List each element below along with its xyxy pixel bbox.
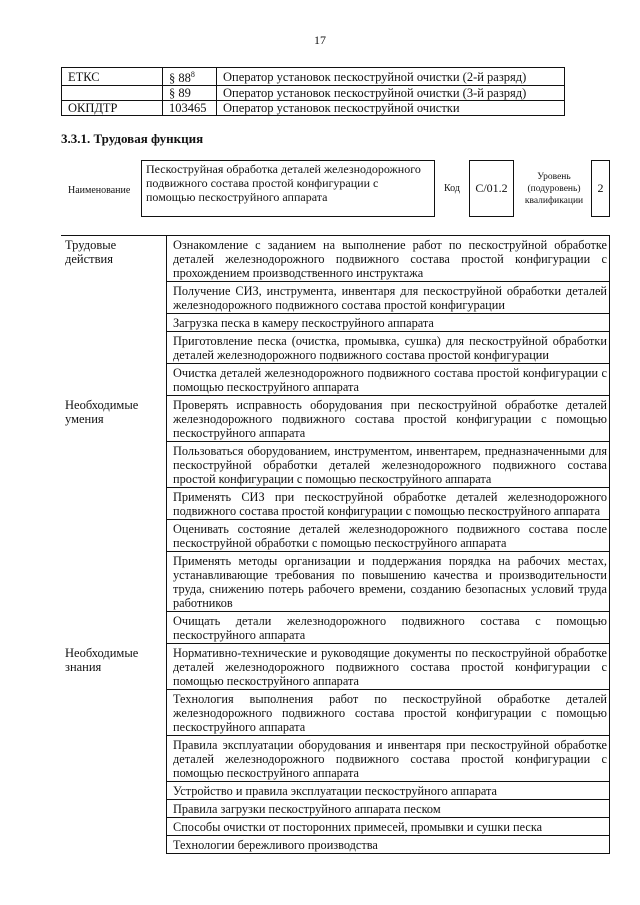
function-name-label: Наименование <box>68 185 131 196</box>
list-item: Приготовление песка (очистка, промывка, сушка) для пескоструйной обработки деталей железнодорожного подвижного состава простой конфигурации <box>167 332 610 364</box>
group-items <box>166 644 610 854</box>
etks-code: ЕТКС <box>62 68 163 86</box>
list-item: Пользоваться оборудованием, инструментом, инвентарем, предназначенными для пескоструйной обработки деталей железнодорожного подвижного состава простой конфигурации с помощью пескоструйного аппарата <box>167 442 610 488</box>
etks-code: ОКПДТР <box>62 101 163 116</box>
group-labor-actions <box>61 236 610 396</box>
list-item: Загрузка песка в камеру пескоструйного аппарата <box>167 314 610 332</box>
list-item: Очистка деталей железнодорожного подвижного состава простой конфигурации с помощью пескоструйного аппарата <box>167 364 610 396</box>
qualification-level-value: 2 <box>591 160 610 217</box>
list-item: Применять методы организации и поддержания порядка на рабочих местах, устанавливающие требования по повышению качества и производительности труда, снижению потерь рабочего времени, созданию безопасных условий труда работников <box>167 552 610 612</box>
function-code-value: С/01.2 <box>469 160 514 217</box>
etks-title: Оператор установок пескоструйной очистки <box>217 101 565 116</box>
group-required-knowledge <box>61 644 610 854</box>
group-label: Необходимые умения <box>65 398 139 426</box>
list-item: Очищать детали железнодорожного подвижного состава с помощью пескоструйного аппарата <box>167 612 610 644</box>
etks-ref: 103465 <box>163 101 217 116</box>
list-item: Технология выполнения работ по пескоструйной обработке деталей железнодорожного подвижного состава простой конфигурации с помощью пескоструйного аппарата <box>167 690 610 736</box>
group-required-skills <box>61 396 610 644</box>
etks-ref-sup: 8 <box>190 70 195 79</box>
group-items <box>166 396 610 644</box>
list-item: Применять СИЗ при пескоструйной обработке деталей железнодорожного подвижного состава простой конфигурации с помощью пескоструйного аппарата <box>167 488 610 520</box>
etks-table <box>61 67 565 116</box>
list-item: Ознакомление с заданием на выполнение работ по пескоструйной обработке деталей железнодорожного подвижного состава простой конфигурации с прохождением производственного инструктажа <box>167 236 610 282</box>
group-label: Трудовые действия <box>65 238 117 266</box>
list-item: Технологии бережливого производства <box>167 836 610 854</box>
list-item: Способы очистки от посторонних примесей, промывки и сушки песка <box>167 818 610 836</box>
list-item: Правила эксплуатации оборудования и инвентаря при пескоструйной обработке деталей железнодорожного подвижного состава простой конфигурации с помощью пескоструйного аппарата <box>167 736 610 782</box>
etks-ref-text: § 88 <box>169 71 191 86</box>
group-items <box>166 236 610 396</box>
list-item: Получение СИЗ, инструмента, инвентаря для пескоструйной обработки деталей железнодорожного подвижного состава простой конфигурации <box>167 282 610 314</box>
list-item: Проверять исправность оборудования при пескоструйной обработке деталей железнодорожного подвижного состава простой конфигурации с помощью пескоструйного аппарата <box>167 396 610 442</box>
etks-ref <box>163 68 217 86</box>
etks-ref: § 89 <box>163 86 217 101</box>
list-item: Оценивать состояние деталей железнодорожного подвижного состава после пескоструйной обработки с помощью пескоструйного аппарата <box>167 520 610 552</box>
page-number: 17 <box>314 33 326 47</box>
section-title: 3.3.1. Трудовая функция <box>61 131 204 146</box>
function-details-table <box>61 235 610 854</box>
etks-code <box>62 86 163 101</box>
list-item: Устройство и правила эксплуатации пескоструйного аппарата <box>167 782 610 800</box>
table-row <box>62 68 565 86</box>
table-row <box>62 101 565 116</box>
list-item: Правила загрузки пескоструйного аппарата песком <box>167 800 610 818</box>
etks-title: Оператор установок пескоструйной очистки (2-й разряд) <box>217 68 565 86</box>
function-code-label: Код <box>444 183 460 194</box>
list-item: Нормативно-технические и руководящие документы по пескоструйной обработке деталей железнодорожного подвижного состава простой конфигурации с помощью пескоструйного аппарата <box>167 644 610 690</box>
group-label: Необходимые знания <box>65 646 139 674</box>
table-row <box>62 86 565 101</box>
qualification-level-label: Уровень (подуровень) квалификации <box>524 172 584 206</box>
etks-title: Оператор установок пескоструйной очистки (3-й разряд) <box>217 86 565 101</box>
function-name-value: Пескоструйная обработка деталей железнодорожного подвижного состава простой конфигурации с помощью пескоструйного аппарата <box>141 160 435 217</box>
